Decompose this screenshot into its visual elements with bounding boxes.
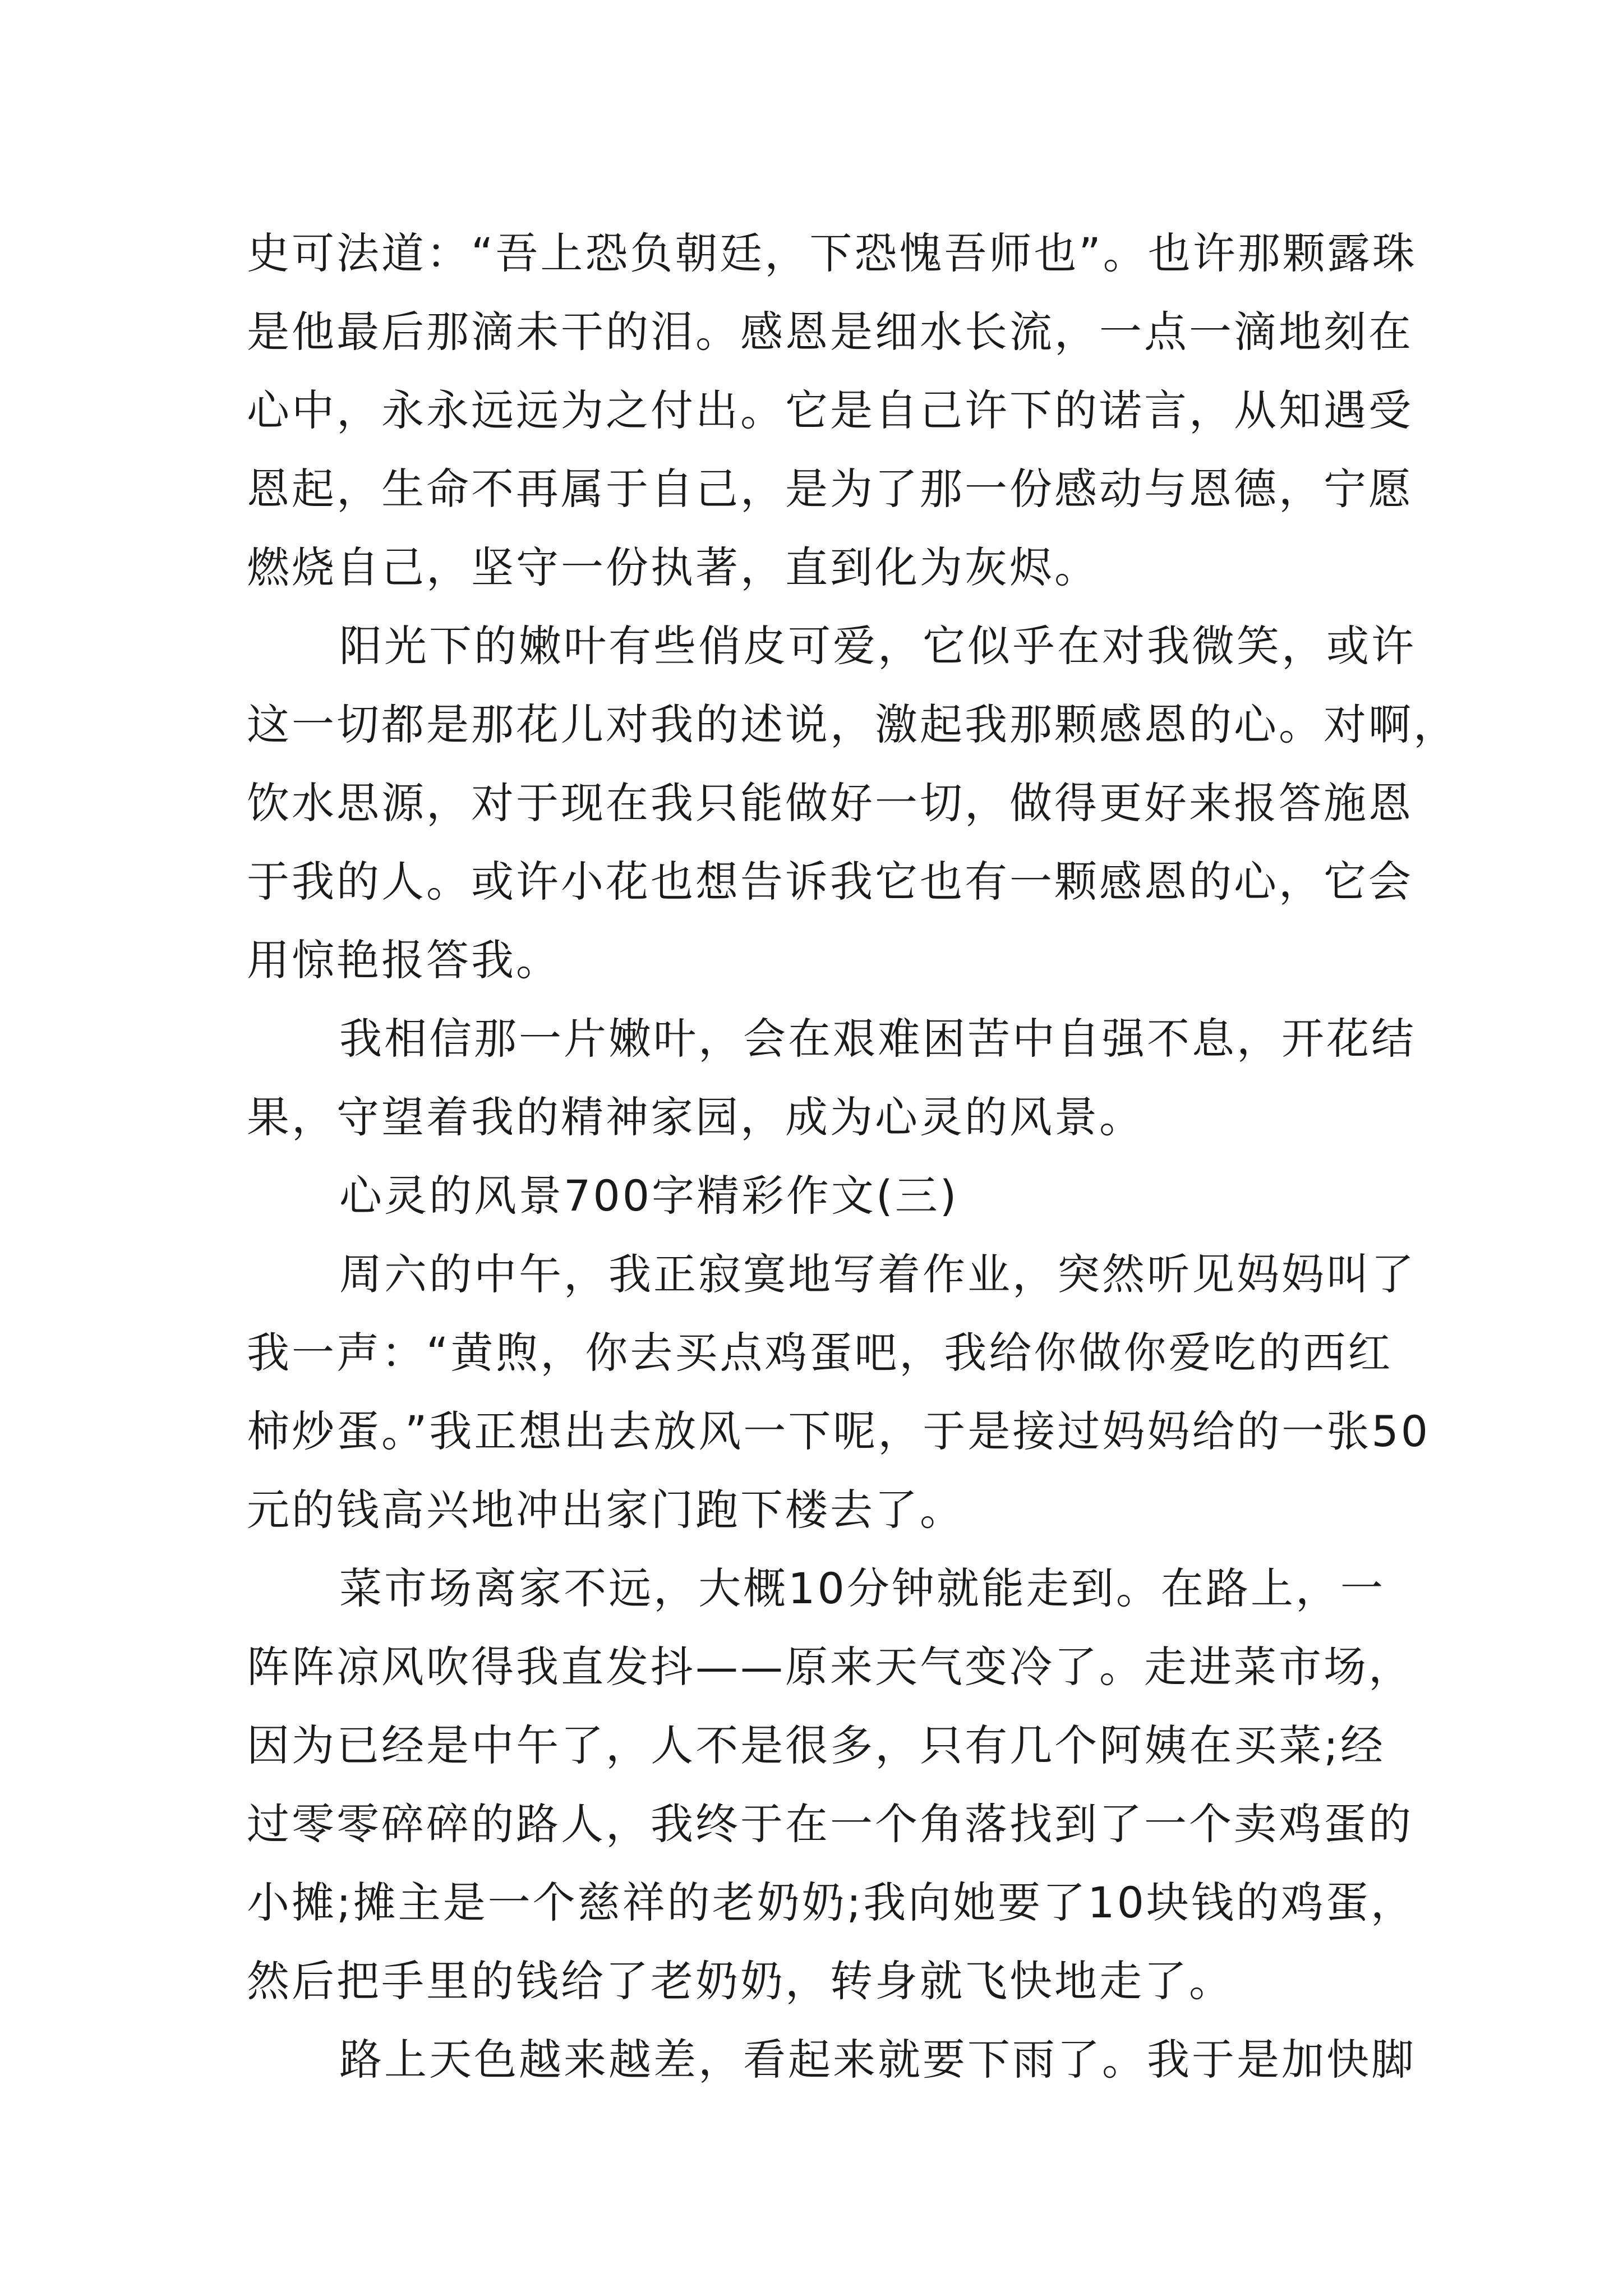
paragraph-first-line: 周六的中午，我正寂寞地写着作业，突然听见妈妈叫了 — [339, 1249, 1416, 1299]
text-line: 元的钱高兴地冲出家门跑下楼去了。 — [247, 1485, 965, 1535]
text-line: 史可法道：“吾上恐负朝廷，下恐愧吾师也”。也许那颗露珠 — [247, 228, 1417, 278]
text-line: 饮水思源，对于现在我只能做好一切，做得更好来报答施恩 — [247, 778, 1413, 828]
text-line: 因为已经是中午了，人不是很多，只有几个阿姨在买菜;经 — [247, 1720, 1385, 1770]
text-line: 于我的人。或许小花也想告诉我它也有一颗感恩的心，它会 — [247, 857, 1413, 907]
text-line: 用惊艳报答我。 — [247, 935, 561, 985]
text-line: 恩起，生命不再属于自己，是为了那一份感动与恩德，宁愿 — [247, 464, 1413, 514]
text-line: 我一声：“黄煦，你去买点鸡蛋吧，我给你做你爱吃的西红 — [247, 1328, 1393, 1378]
text-line: 小摊;摊主是一个慈祥的老奶奶;我向她要了10块钱的鸡蛋， — [247, 1878, 1415, 1927]
text-line: 果，守望着我的精神家园，成为心灵的风景。 — [247, 1092, 1144, 1142]
paragraph-first-line: 阳光下的嫩叶有些俏皮可爱，它似乎在对我微笑，或许 — [339, 621, 1416, 671]
text-line: 心中，永永远远为之付出。它是自己许下的诺言，从知遇受 — [247, 385, 1413, 435]
section-heading: 心灵的风景700字精彩作文(三) — [339, 1171, 959, 1221]
paragraph-first-line: 路上天色越来越差，看起来就要下雨了。我于是加快脚 — [339, 2035, 1416, 2085]
text-line: 然后把手里的钱给了老奶奶，转身就飞快地走了。 — [247, 1956, 1234, 2006]
text-line: 柿炒蛋。”我正想出去放风一下呢，于是接过妈妈给的一张50 — [247, 1406, 1431, 1456]
text-line: 燃烧自己，坚守一份执著，直到化为灰烬。 — [247, 542, 1099, 592]
text-line: 这一切都是那花儿对我的述说，激起我那颗感恩的心。对啊， — [247, 700, 1458, 749]
text-line: 阵阵凉风吹得我直发抖——原来天气变冷了。走进菜市场， — [247, 1642, 1413, 1692]
paragraph-first-line: 我相信那一片嫩叶，会在艰难困苦中自强不息，开花结 — [339, 1014, 1416, 1064]
text-line: 过零零碎碎的路人，我终于在一个角落找到了一个卖鸡蛋的 — [247, 1799, 1413, 1849]
paragraph-first-line: 菜市场离家不远，大概10分钟就能走到。在路上，一 — [339, 1563, 1385, 1613]
text-line: 是他最后那滴未干的泪。感恩是细水长流，一点一滴地刻在 — [247, 307, 1413, 357]
